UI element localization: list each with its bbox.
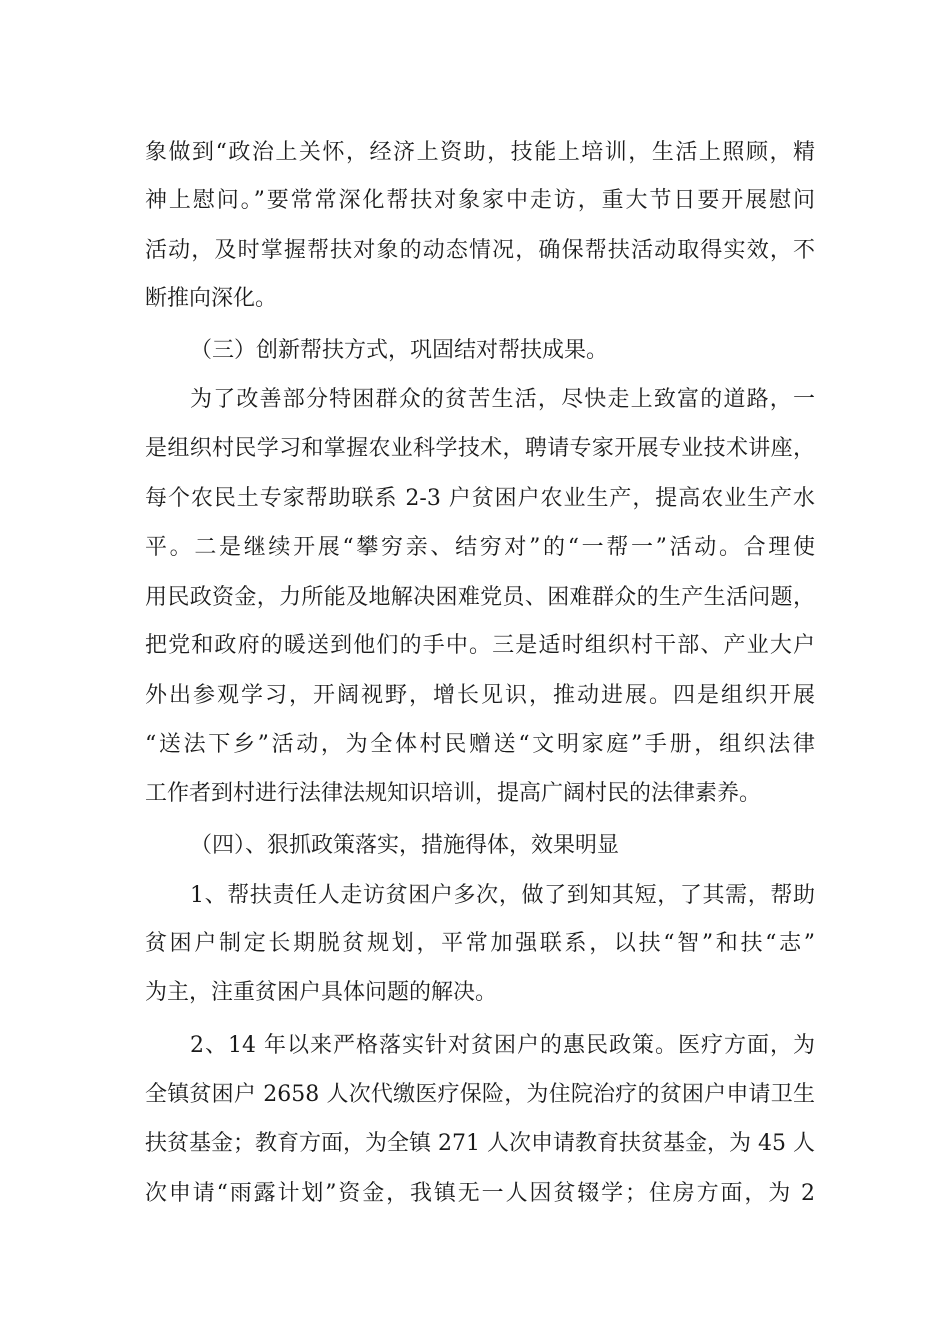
text-line: 把党和政府的暖送到他们的手中。三是适时组织村干部、产业大户 — [145, 633, 815, 658]
text-line: 象做到“政治上关怀，经济上资助，技能上培训，生活上照顾，精 — [145, 140, 815, 165]
text-line: 全镇贫困户 2658 人次代缴医疗保险，为住院治疗的贫困户申请卫生 — [145, 1082, 815, 1107]
text-line: 为主，注重贫困户具体问题的解决。 — [145, 980, 498, 1005]
text-line: 平。二是继续开展“攀穷亲、结穷对”的“一帮一”活动。合理使 — [145, 535, 815, 560]
text-line: 外出参观学习，开阔视野，增长见识，推动进展。四是组织开展 — [145, 683, 815, 708]
text-line: 次申请“雨露计划”资金，我镇无一人因贫辍学；住房方面，为 2 — [145, 1181, 815, 1206]
text-line: 用民政资金，力所能及地解决困难党员、困难群众的生产生活问题， — [145, 585, 815, 610]
text-line: 神上慰问。”要常常深化帮扶对象家中走访，重大节日要开展慰问 — [145, 188, 815, 213]
text-line: 2、14 年以来严格落实针对贫困户的惠民政策。医疗方面，为 — [190, 1033, 815, 1058]
section-heading: （四）、狠抓政策落实，措施得体，效果明显 — [190, 833, 620, 858]
text-line: 工作者到村进行法律法规知识培训，提高广阔村民的法律素养。 — [145, 781, 762, 806]
text-line: 为了改善部分特困群众的贫苦生活，尽快走上致富的道路，一 — [190, 387, 815, 412]
text-line: 扶贫基金；教育方面，为全镇 271 人次申请教育扶贫基金，为 45 人 — [145, 1131, 815, 1156]
text-line: “送法下乡”活动，为全体村民赠送“文明家庭”手册，组织法律 — [145, 732, 815, 757]
text-line: 贫困户制定长期脱贫规划，平常加强联系，以扶“智”和扶“志” — [145, 931, 815, 956]
text-line: 每个农民土专家帮助联系 2-3 户贫困户农业生产，提高农业生产水 — [145, 486, 815, 511]
section-heading: （三）创新帮扶方式，巩固结对帮扶成果。 — [190, 338, 609, 363]
text-line: 是组织村民学习和掌握农业科学技术，聘请专家开展专业技术讲座， — [145, 436, 815, 461]
text-line: 活动，及时掌握帮扶对象的动态情况，确保帮扶活动取得实效，不 — [145, 238, 815, 263]
text-line: 1、帮扶责任人走访贫困户多次，做了到知其短，了其需，帮助 — [190, 883, 815, 908]
text-line: 断推向深化。 — [145, 286, 278, 311]
